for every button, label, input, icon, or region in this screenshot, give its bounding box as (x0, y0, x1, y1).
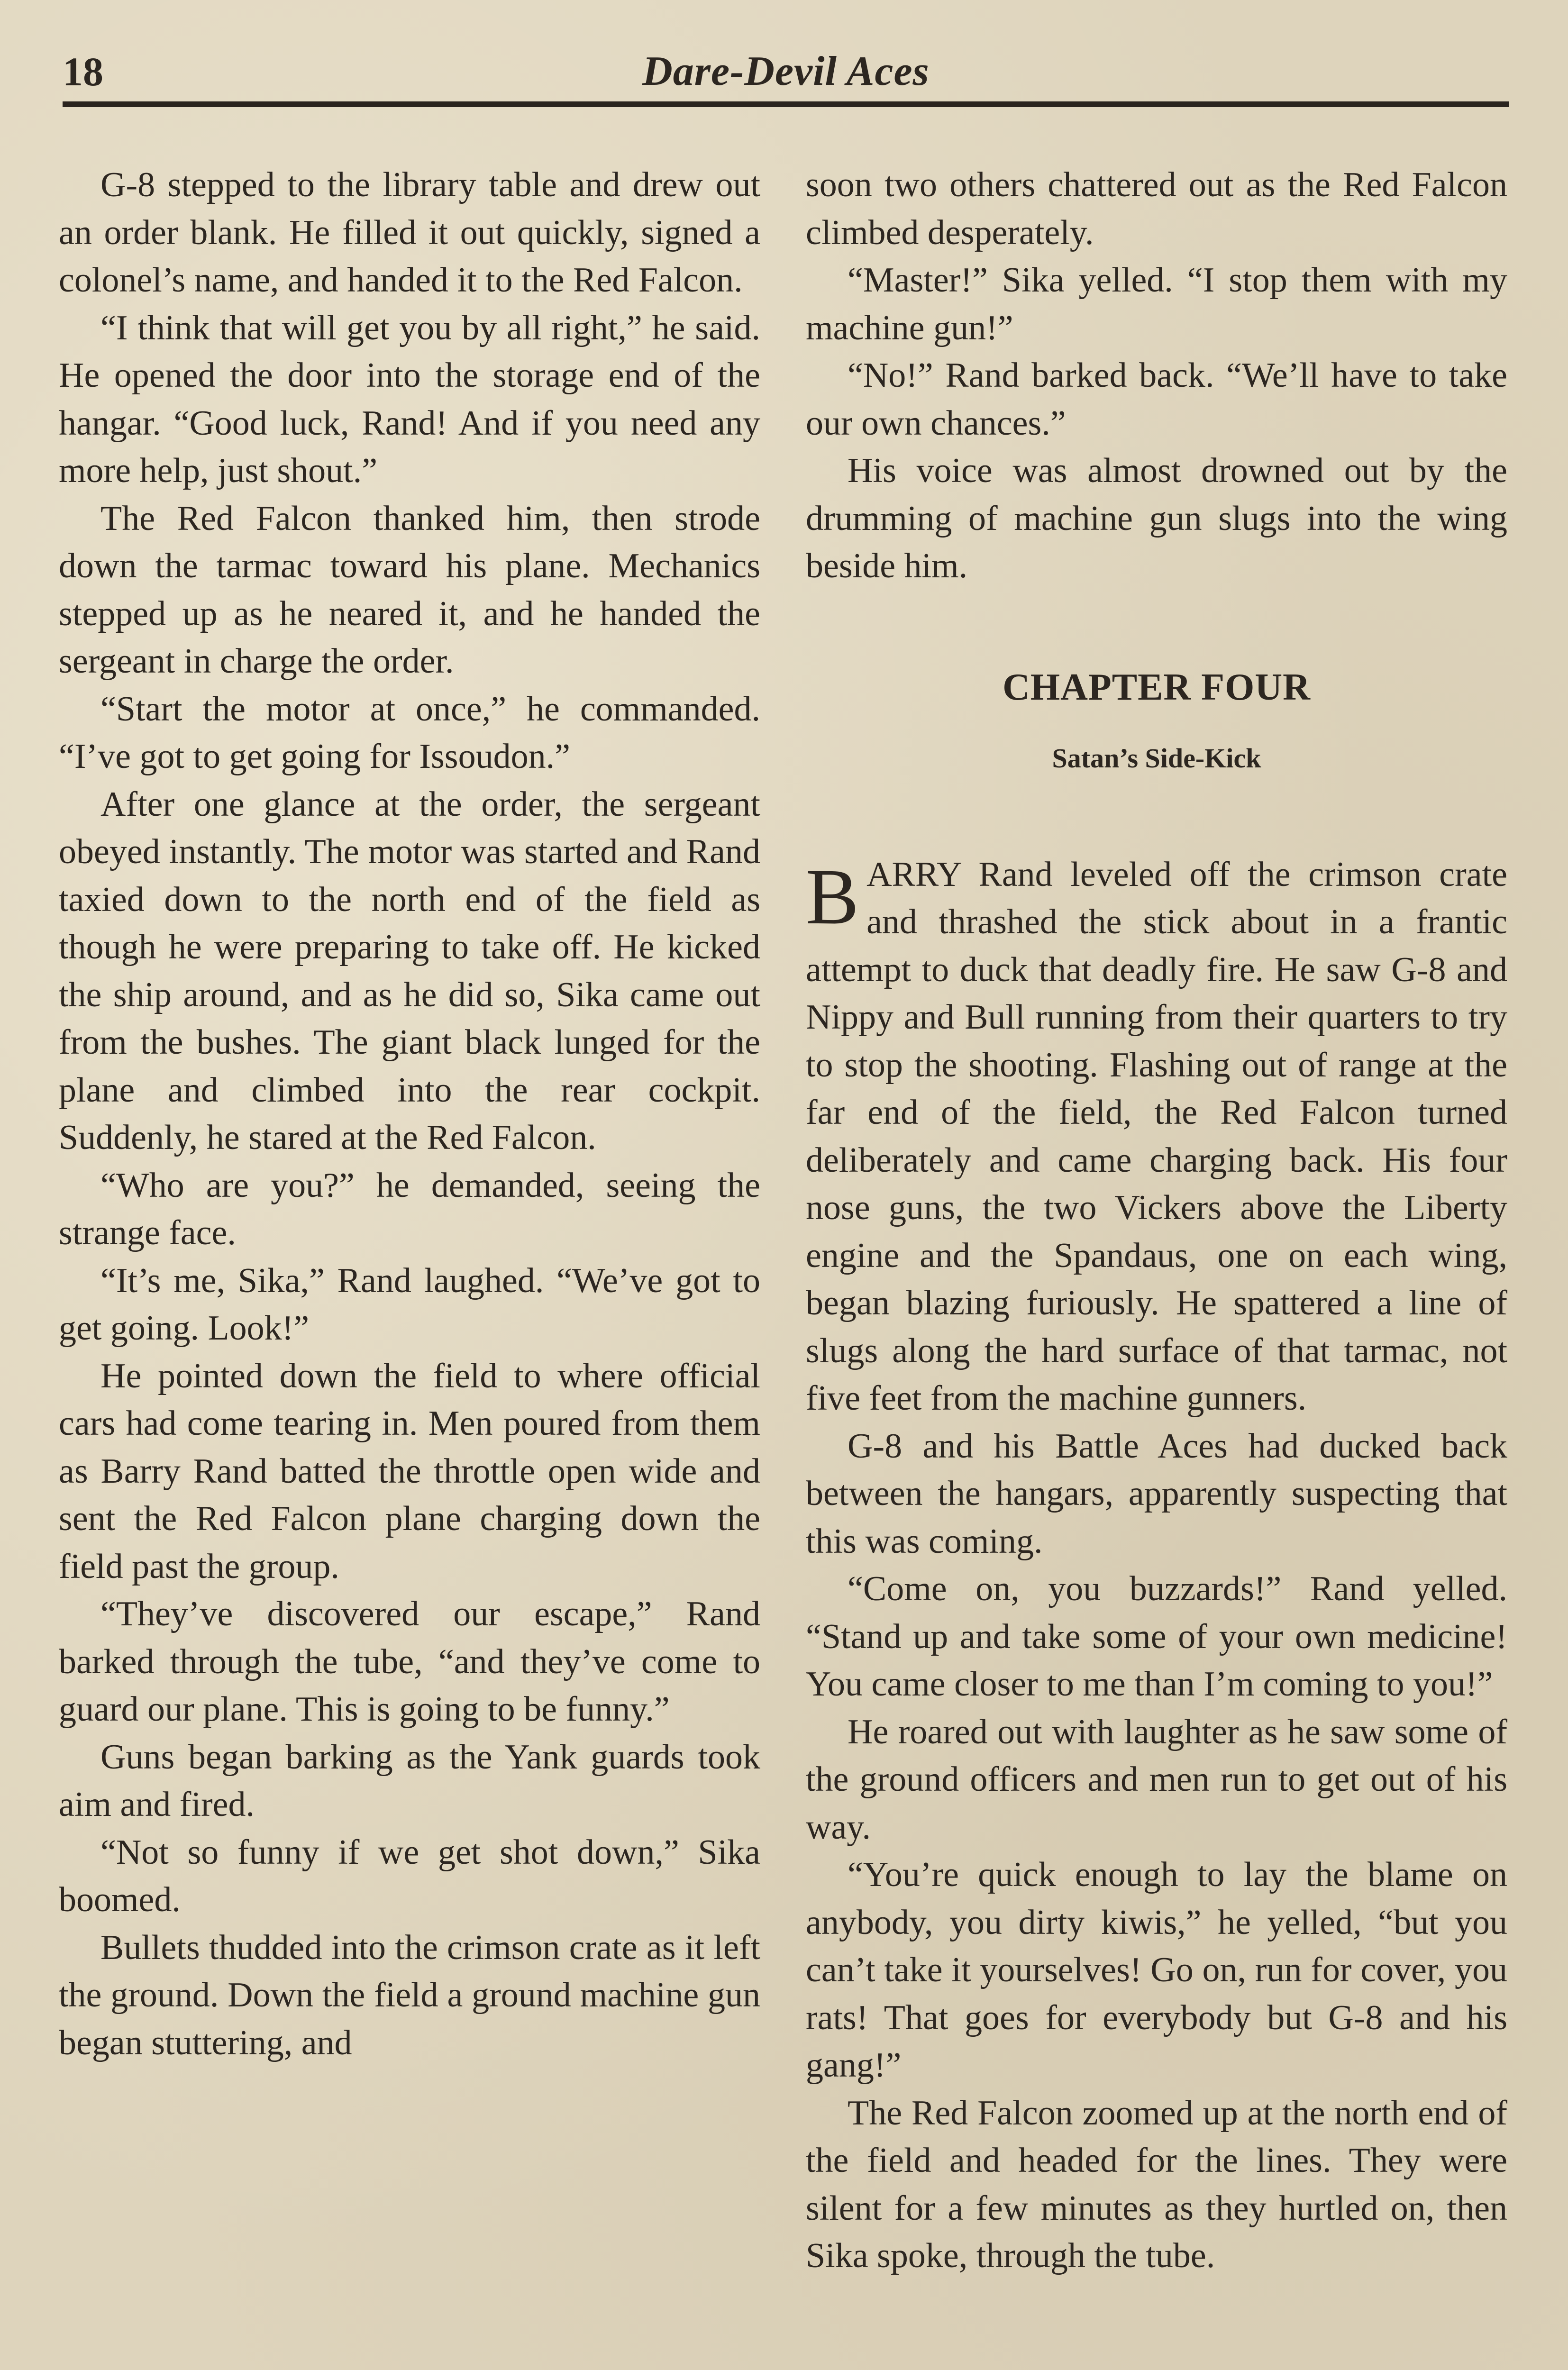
paragraph: soon two others chattered out as the Red Falcon climbed desperately. (806, 165, 1507, 252)
magazine-title: Dare-Devil Aces (642, 48, 930, 94)
paragraph: “No!” Rand barked back. “We’ll have to take our own chances.” (806, 356, 1507, 443)
paragraph: “It’s me, Sika,” Rand laughed. “We’ve got to get going. Look!” (59, 1261, 760, 1348)
paragraph: G-8 and his Battle Aces had ducked back between the hangars, apparently suspecting that this was coming. (806, 1426, 1507, 1561)
paragraph: He pointed down the field to where official cars had come tearing in. Men poured from them as Barry Rand batted the throttle open wide and sent the Red Falcon plane charging down the field past the group. (59, 1356, 760, 1586)
chapter-opening-paragraph (806, 851, 1507, 1422)
paragraph: The Red Falcon thanked him, then strode down the tarmac toward his plane. Mechanics stepped up as he neared it, and he handed the sergeant in charge the order. (59, 499, 760, 681)
drop-cap: B (806, 852, 859, 941)
paragraph: “Master!” Sika yelled. “I stop them with my machine gun!” (806, 261, 1507, 347)
paragraph: After one glance at the order, the sergeant obeyed instantly. The motor was started and Rand taxied down to the north end of the field as though he were preparing to take off. He kicked the ship around, and as he did so, Sika came out from the bushes. The giant black lunged for the plane and climbed into the rear cockpit. Suddenly, he stared at the Red Falcon. (59, 784, 760, 1157)
paragraph: “Start the motor at once,” he commanded. “I’ve got to get going for Issoudon.” (59, 689, 760, 776)
left-column (59, 161, 760, 2067)
paragraph: “Not so funny if we get shot down,” Sika boomed. (59, 1832, 760, 1919)
paragraph: “They’ve discovered our escape,” Rand barked through the tube, “and they’ve come to guard our plane. This is going to be funny.” (59, 1595, 760, 1729)
paragraph: “Come on, you buzzards!” Rand yelled. “Stand up and take some of your own medicine! You came closer to me than I’m coming to you!” (806, 1569, 1507, 1704)
right-column (806, 161, 1507, 2280)
chapter-subtitle: Satan’s Side-Kick (1052, 742, 1261, 774)
chapter-title: CHAPTER FOUR (1003, 666, 1311, 708)
paragraph: Bullets thudded into the crimson crate as it left the ground. Down the field a ground machine gun began stuttering, and (59, 1928, 760, 2062)
paragraph: “Who are you?” he demanded, seeing the strange face. (59, 1166, 760, 1252)
paragraph: “I think that will get you by all right,” he said. He opened the door into the storage end of the hangar. “Good luck, Rand! And if you need any more help, just shout.” (59, 308, 760, 490)
paragraph: Guns began barking as the Yank guards took aim and fired. (59, 1737, 760, 1824)
opening-paragraph-text: ARRY Rand leveled off the crimson crate and thrashed the stick about in a frantic attempt to duck that deadly fire. He saw G-8 and Nippy and Bull running from their quarters to try to stop the shooting. Flashing out of range at the far end of the field, the Red Falcon turned deliberately and came charging back. His four nose guns, the two Vickers above the Liberty engine and the Spandaus, one on each wing, began blazing furiously. He spattered a line of slugs along the hard surface of that tarmac, not five feet from the machine gunners. (806, 855, 1507, 1418)
paragraph: He roared out with laughter as he saw some of the ground officers and men run to get out of his way. (806, 1712, 1507, 1847)
paragraph: The Red Falcon zoomed up at the north end of the field and headed for the lines. They were silent for a few minutes as they hurtled on, then Sika spoke, through the tube. (806, 2093, 1507, 2275)
paragraph: G-8 stepped to the library table and drew out an order blank. He filled it out quickly, signed a colonel’s name, and handed it to the Red Falcon. (59, 165, 760, 300)
paragraph: “You’re quick enough to lay the blame on anybody, you dirty kiwis,” he yelled, “but you can’t take it yourselves! Go on, run for cover, you rats! That goes for everybody but G-8 and his gang!” (806, 1855, 1507, 2085)
header-rule (63, 101, 1509, 107)
paragraph: His voice was almost drowned out by the drumming of machine gun slugs into the wing beside him. (806, 451, 1507, 585)
page-number: 18 (63, 49, 103, 94)
page-header (63, 46, 1509, 98)
